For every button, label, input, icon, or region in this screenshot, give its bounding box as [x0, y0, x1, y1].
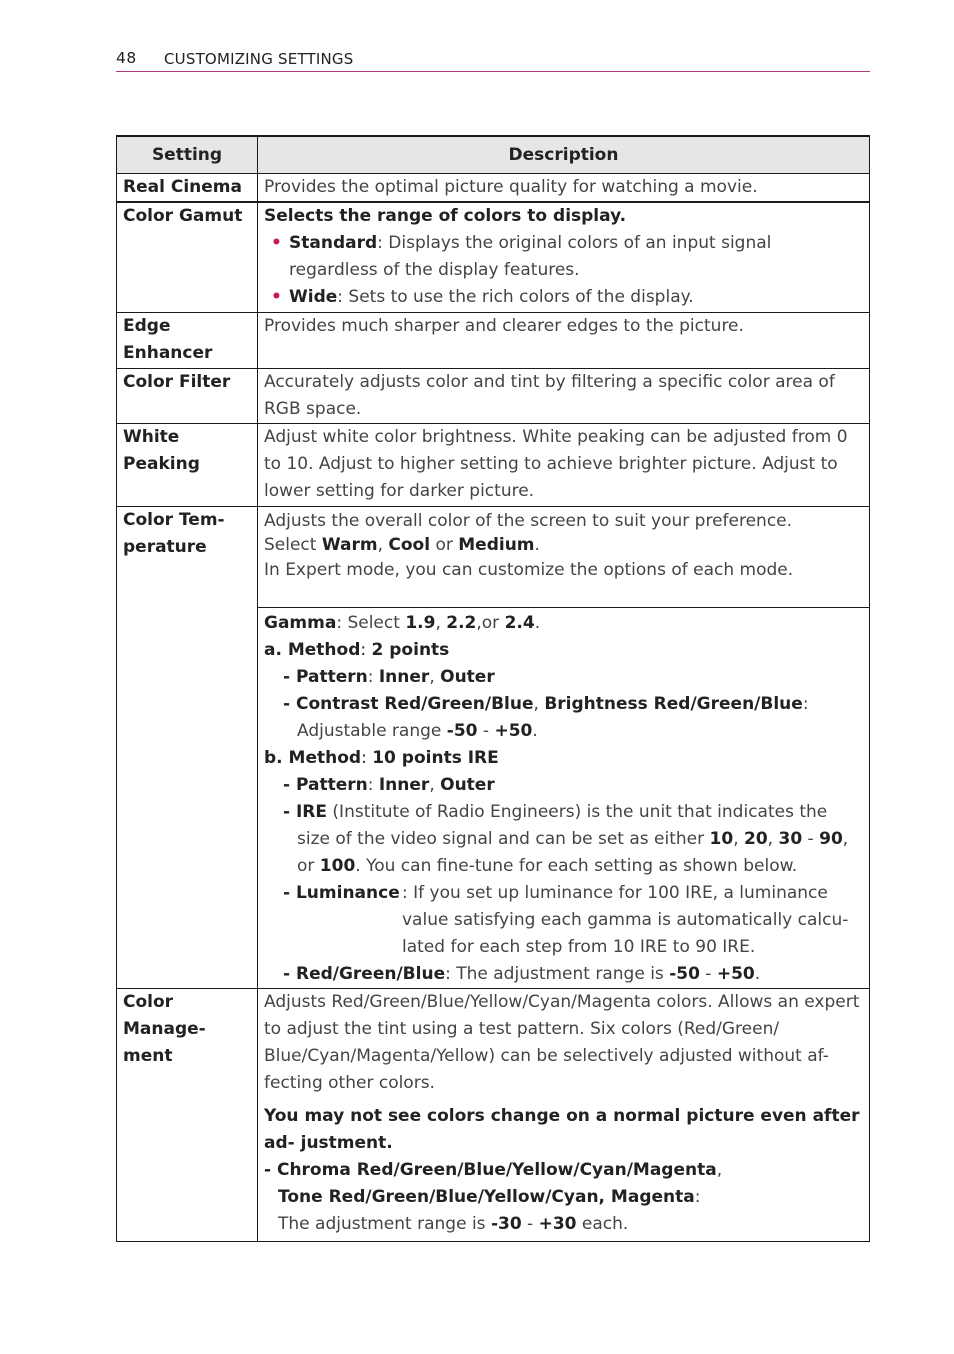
bullet-icon: • [271, 287, 282, 307]
setting-description: Adjusts the overall color of the screen to suit your preference. Select Warm, Cool or Medium. In Expert mode, you can customize the options of each mode. [258, 506, 870, 607]
table-row [117, 174, 870, 203]
description-lead: Selects the range of colors to display. [264, 206, 627, 226]
page-number: 48 [116, 49, 137, 67]
method-b-pattern: - Pattern: Inner, Outer [283, 774, 495, 795]
table-row [117, 202, 870, 312]
gamma-settings [258, 607, 870, 988]
setting-name: Edge Enhancer [117, 312, 258, 368]
method-a-range: Adjustable range -50 - +50. [297, 720, 538, 741]
table-row [117, 506, 870, 607]
setting-name: Color Filter [117, 368, 258, 423]
list-item: • Wide: Sets to use the rich colors of the display. [264, 284, 863, 311]
setting-description [258, 202, 870, 312]
method-a-line: a. Method: 2 points [264, 639, 450, 660]
method-b-ire: - IRE (Institute of Radio Engineers) is the unit that indicates the size of the video signal and can be set as either 10, 20, 30 - 90, or 100. You can fine-tune for each setting as shown below. [283, 801, 849, 876]
setting-name: Real Cinema [117, 174, 258, 203]
column-header-description: Description [258, 136, 870, 174]
range-line: The adjustment range is -30 - +30 each. [278, 1213, 629, 1234]
tone-line: Tone Red/Green/Blue/Yellow/Cyan, Magenta: [278, 1186, 701, 1207]
page-header [116, 49, 870, 72]
setting-description: Provides much sharper and clearer edges to the picture. [258, 312, 870, 368]
table-row [117, 312, 870, 368]
setting-description: Adjusts Red/Green/Blue/Yellow/Cyan/Magenta colors. Allows an expert to adjust the tint using a test pattern. Six colors (Red/Green/ Blue/Cyan/Magenta/Yellow) can be selectively adjusted without af- fecting other colors. You may not see colors change on a normal picture even after ad- justment. - Chroma Red/Green/Blue/Yellow/Cyan/Magenta, Tone Red/Green/Blue/Yellow/Cyan, Magenta: The adjustment range is -30 - +30 each. [258, 988, 870, 1241]
column-header-setting: Setting [117, 136, 258, 174]
list-item: • Standard: Displays the original colors of an input signal regardless of the display features. [264, 230, 863, 284]
gamma-line: Gamma: Select 1.9, 2.2,or 2.4. [264, 612, 541, 633]
setting-name: White Peaking [117, 423, 258, 506]
setting-name: Color Tem- perature [117, 506, 258, 988]
setting-description: Provides the optimal picture quality for watching a movie. [258, 174, 870, 203]
chroma-line: - Chroma Red/Green/Blue/Yellow/Cyan/Magenta, [264, 1159, 723, 1180]
section-title: CUSTOMIZING SETTINGS [164, 50, 354, 68]
table-row [117, 368, 870, 423]
setting-description: Accurately adjusts color and tint by filtering a specific color area of RGB space. [258, 368, 870, 423]
method-b-rgb: - Red/Green/Blue: The adjustment range is -50 - +50. [283, 963, 761, 984]
setting-description: Adjust white color brightness. White peaking can be adjusted from 0 to 10. Adjust to higher setting to achieve brighter picture. Adjust to lower setting for darker picture. [258, 423, 870, 506]
method-b-line: b. Method: 10 points IRE [264, 747, 499, 768]
table-row [117, 423, 870, 506]
note: You may not see colors change on a normal picture even after ad- justment. [264, 1105, 860, 1153]
setting-name: Color Gamut [117, 202, 258, 312]
method-a-pattern: - Pattern: Inner, Outer [283, 666, 495, 687]
method-a-contrast: - Contrast Red/Green/Blue, Brightness Red/Green/Blue: [283, 693, 809, 714]
method-b-luminance: - Luminance : If you set up luminance for 100 IRE, a luminance value satisfying each gamma is automatically calcu- lated for each step from 10 IRE to 90 IRE. [283, 882, 849, 957]
settings-table [116, 135, 870, 1242]
table-header-row [117, 136, 870, 174]
table-row [117, 988, 870, 1241]
setting-name: Color Manage- ment [117, 988, 258, 1241]
bullet-icon: • [271, 233, 282, 253]
